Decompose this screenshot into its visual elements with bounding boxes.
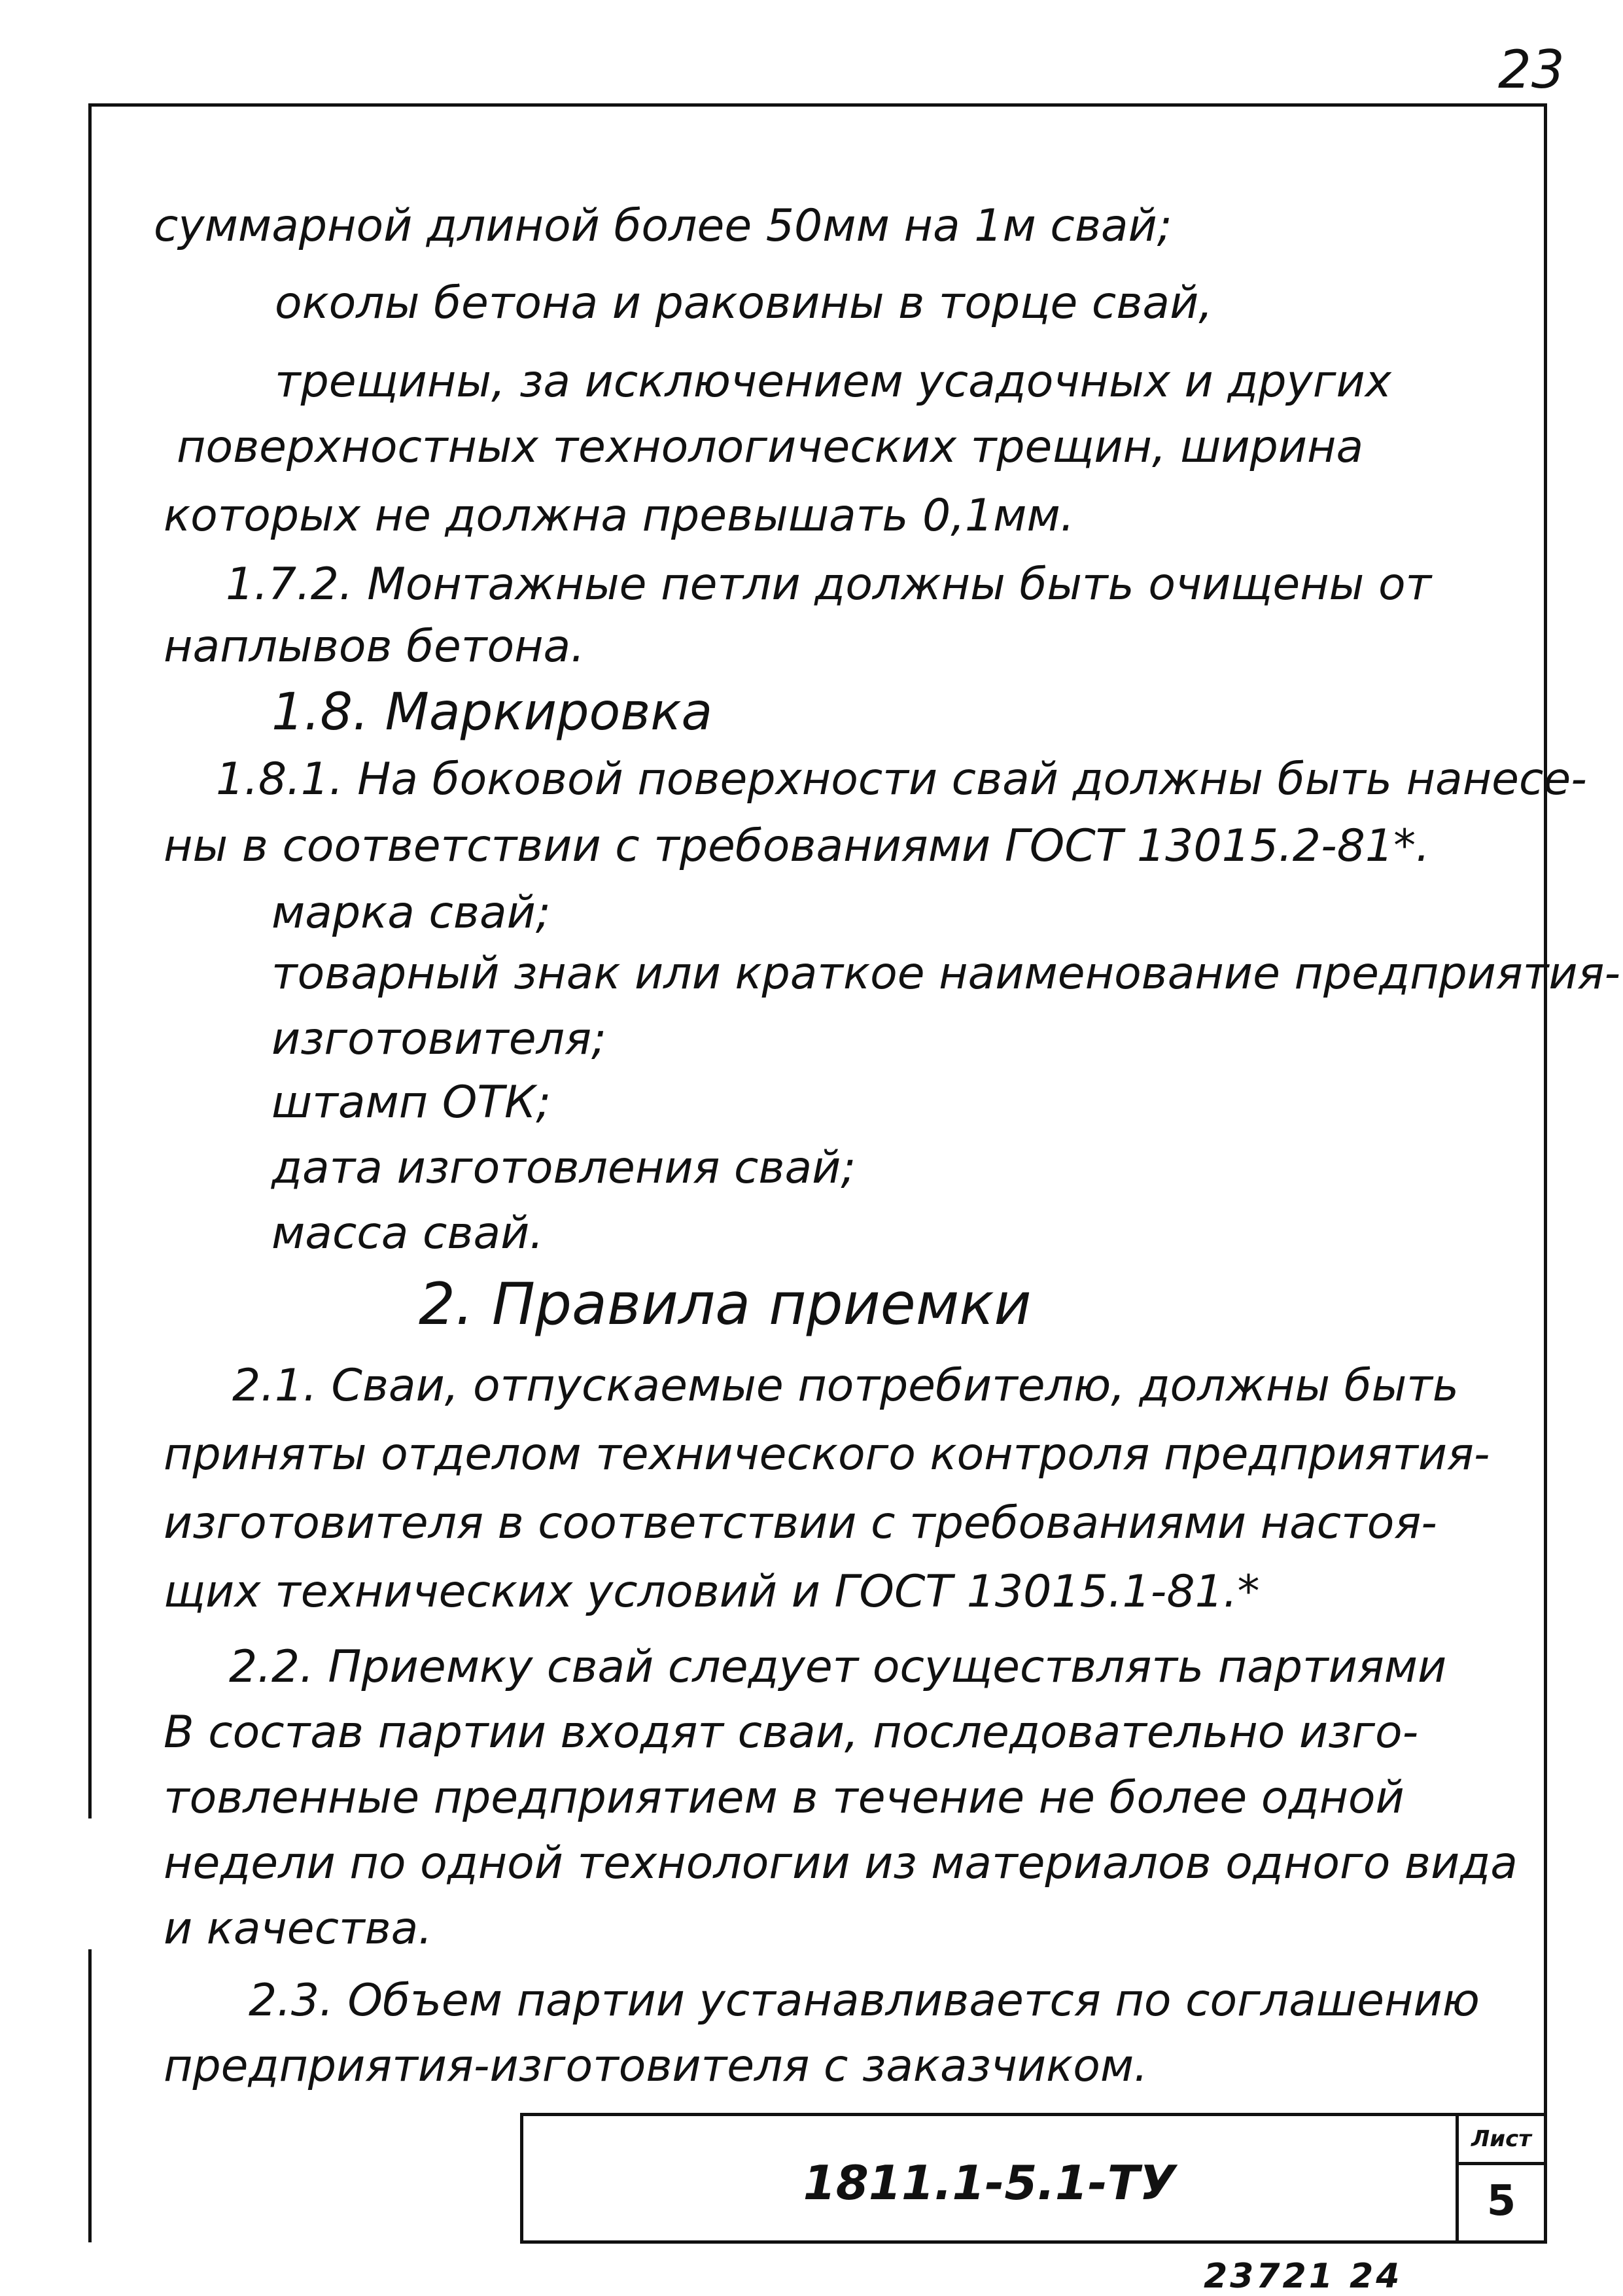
page-number: 23 [1498, 39, 1565, 100]
archive-code: 23721 24 [1204, 2257, 1403, 2296]
text-line-24: товленные предприятием в течение не более одной [164, 1772, 1405, 1824]
text-line-21: щих технических условий и ГОСТ 13015.1-81.* [164, 1566, 1260, 1618]
text-line-19: приняты отделом технического контроля предприятия- [164, 1429, 1490, 1480]
text-line-26: и качества. [164, 1903, 432, 1955]
text-line-11: марка свай; [271, 887, 551, 939]
text-line-13: изготовителя; [271, 1013, 606, 1065]
text-line-5: которых не должна превышать 0,1мм. [164, 490, 1075, 542]
text-line-15: дата изготовления свай; [271, 1142, 856, 1194]
section-heading-1-8: 1.8. Маркировка [271, 683, 713, 742]
section-heading-2: 2. Правила приемки [419, 1270, 1032, 1338]
text-line-14: штамп ОТК; [271, 1077, 551, 1128]
text-line-1: суммарной длиной более 50мм на 1м свай; [154, 200, 1172, 252]
sheet-label: Лист [1459, 2116, 1544, 2165]
document-code: 1811.1-5.1-ТУ [803, 2155, 1176, 2210]
text-line-18: 2.1. Сваи, отпускаемые потребителю, должны быть [232, 1360, 1459, 1412]
frame-gap [84, 1818, 97, 1949]
text-line-27: 2.3. Объем партии устанавливается по соглашению [249, 1975, 1480, 2026]
text-line-23: В состав партии входят сваи, последовательно изго- [164, 1707, 1419, 1758]
title-block-stamp [520, 2113, 1547, 2244]
text-line-6: 1.7.2. Монтажные петли должны быть очищены от [226, 559, 1432, 610]
sheet-number: 5 [1486, 2177, 1516, 2225]
text-line-20: изготовителя в соответствии с требованиями настоя- [164, 1497, 1437, 1549]
text-line-7: наплывов бетона. [164, 621, 585, 672]
text-line-28: предприятия-изготовителя с заказчиком. [164, 2040, 1148, 2092]
text-line-16: масса свай. [271, 1208, 544, 1259]
text-line-22: 2.2. Приемку свай следует осуществлять партиями [229, 1641, 1447, 1693]
sheet-cell [1456, 2116, 1544, 2240]
text-line-10: ны в соответствии с требованиями ГОСТ 13015.2-81*. [164, 820, 1430, 872]
text-line-3: трещины, за исключением усадочных и других [275, 356, 1391, 408]
text-line-4: поверхностных технологических трещин, ширина [177, 421, 1364, 473]
text-line-2: околы бетона и раковины в торце свай, [275, 277, 1213, 329]
text-line-12: товарный знак или краткое наименование предприятия- [271, 948, 1620, 1000]
text-line-9: 1.8.1. На боковой поверхности свай должны быть нанесе- [216, 754, 1587, 805]
text-line-25: недели по одной технологии из материалов одного вида [164, 1837, 1518, 1889]
